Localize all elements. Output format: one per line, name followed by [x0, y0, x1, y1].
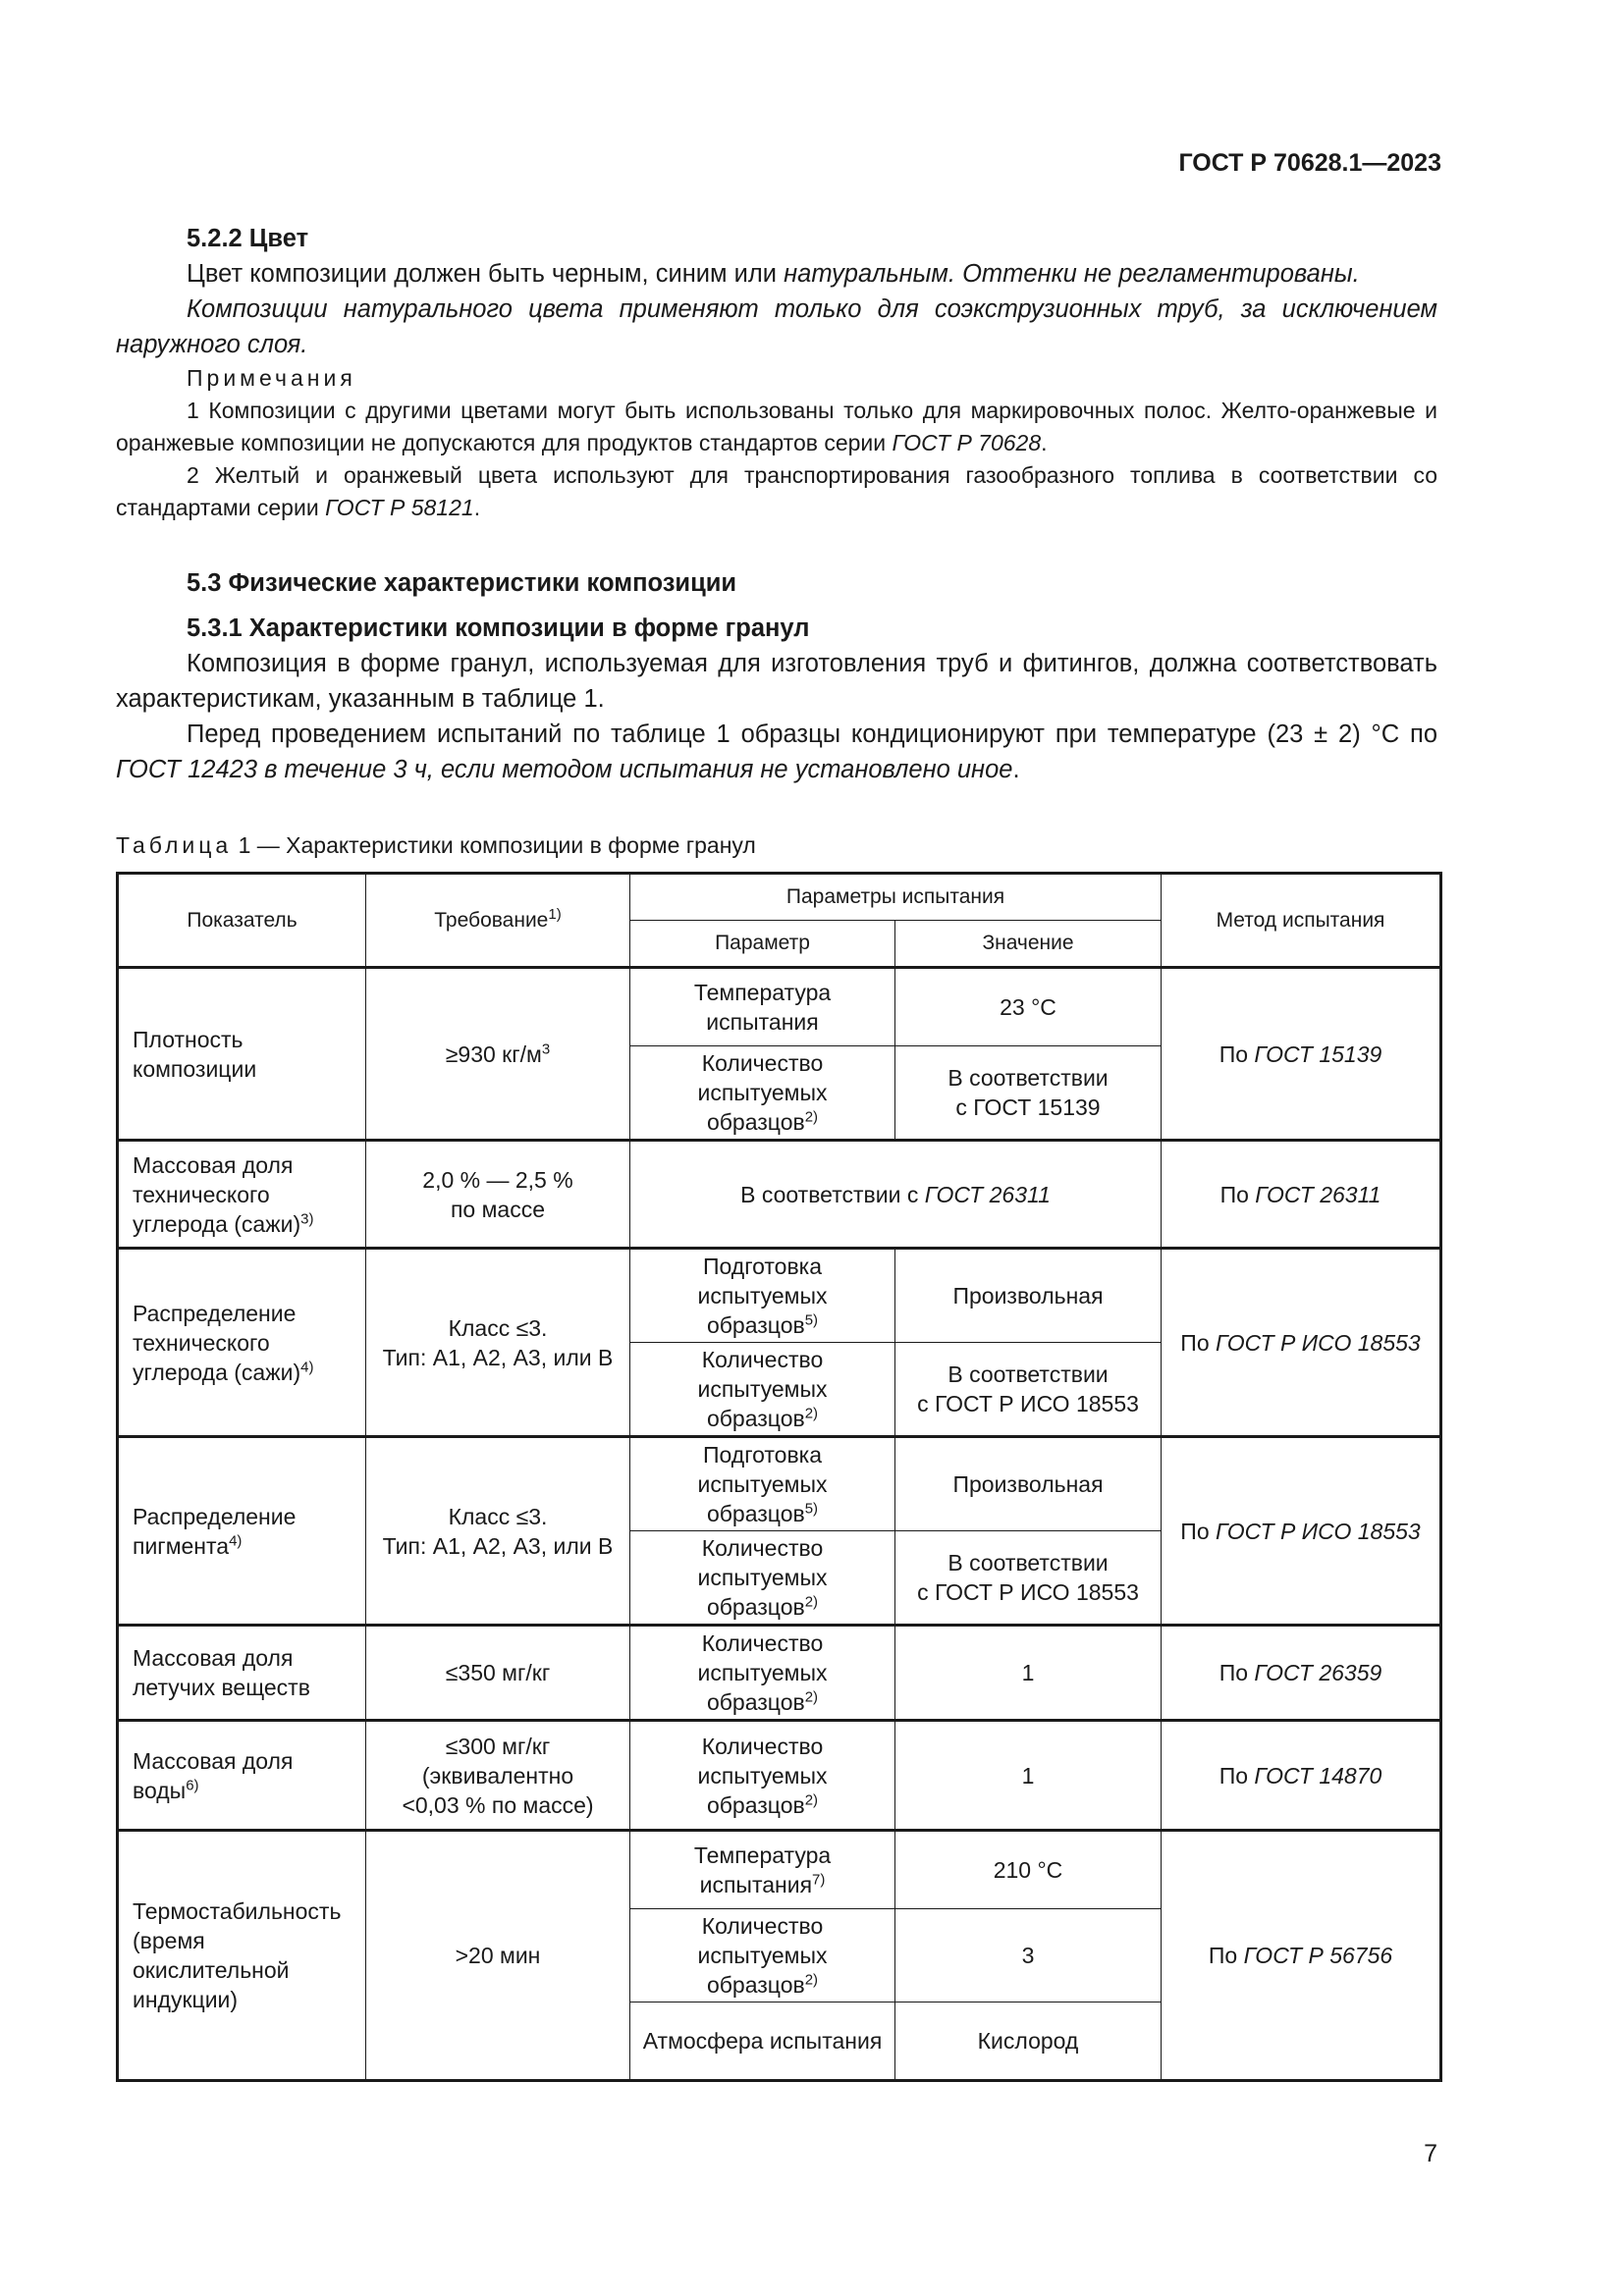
italic-run: ГОСТ Р 56756	[1243, 1943, 1393, 1968]
notes-label: Примечания	[187, 365, 356, 391]
footnote-ref: 7)	[812, 1871, 826, 1889]
cell-value	[895, 1046, 1162, 1141]
text-run: Класс ≤3.	[448, 1314, 548, 1341]
footnote-ref: 4)	[300, 1358, 314, 1375]
text-run: Количество испытуемых образцов	[697, 1347, 828, 1431]
heading-5-3: 5.3 Физические характеристики композиции	[187, 569, 737, 597]
italic-run: натуральным. Оттенки не регламентированы.	[784, 260, 1360, 288]
cell-param	[630, 1046, 895, 1141]
text-run: По	[1219, 1181, 1256, 1207]
cell-indicator: Плотность композиции	[118, 968, 366, 1141]
text-run: с ГОСТ Р ИСО 18553	[917, 1391, 1139, 1416]
italic-run: ГОСТ Р 70628	[892, 430, 1042, 455]
text-run: .	[473, 495, 481, 520]
text-run: 2,0 % — 2,5 %	[422, 1166, 573, 1193]
cell-method	[1162, 1626, 1441, 1721]
text-run: По	[1218, 1762, 1255, 1789]
cell-method	[1162, 1721, 1441, 1831]
cell-param	[630, 1831, 895, 1909]
text-run: 2 Желтый и оранжевый цвета используют для транспортирования газообразного топлива в соответствии со стандартами серии	[116, 462, 1437, 520]
text-run: Количество испытуемых образцов	[697, 1913, 828, 1998]
italic-run: ГОСТ 26311	[1255, 1181, 1381, 1207]
cell-value: Произвольная	[895, 1249, 1162, 1343]
footnote-ref: 2)	[804, 1108, 819, 1126]
italic-run: ГОСТ Р ИСО 18553	[1216, 1518, 1421, 1544]
text-run: с ГОСТ Р ИСО 18553	[917, 1579, 1139, 1605]
footnote-ref: 5)	[804, 1311, 819, 1329]
cell-method	[1162, 1437, 1441, 1626]
text-run: По	[1180, 1329, 1217, 1356]
text-run: По	[1218, 1660, 1255, 1685]
header-requirement	[366, 874, 630, 968]
cell-requirement	[366, 968, 630, 1141]
cell-method	[1162, 1141, 1441, 1249]
text-run: В соответствии	[947, 1065, 1109, 1091]
cell-value: 1	[895, 1721, 1162, 1831]
text-run: Распределение пигмента	[133, 1503, 297, 1559]
cell-indicator	[118, 1437, 366, 1626]
footnote-ref: 2)	[804, 1593, 819, 1611]
note-1	[116, 395, 1437, 459]
text-run: Количество испытуемых образцов	[697, 1050, 828, 1135]
heading-5-2-2: 5.2.2 Цвет	[187, 225, 309, 252]
body-text	[116, 221, 1437, 787]
cell-requirement	[366, 1437, 630, 1626]
cell-indicator	[118, 1721, 366, 1831]
cell-method	[1162, 968, 1441, 1141]
text-run: Цвет композиции должен быть черным, синим или	[187, 260, 785, 288]
cell-value: 23 °С	[895, 968, 1162, 1046]
cell-method	[1162, 1831, 1441, 2081]
cell-param: Атмосфера испытания	[630, 2002, 895, 2081]
characteristics-table	[116, 872, 1442, 2082]
cell-value: 210 °С	[895, 1831, 1162, 1909]
text-run: по массе	[450, 1196, 546, 1222]
text-run: Массовая доля технического углерода (сажи)	[133, 1151, 301, 1237]
text-run: Температура испытания	[693, 1842, 832, 1897]
paragraph-granules: Композиция в форме гранул, используемая для изготовления труб и фитингов, должна соответствовать характеристикам, указанным в таблице 1.	[116, 650, 1437, 713]
cell-indicator	[118, 1141, 366, 1249]
cell-param	[630, 1343, 895, 1437]
cell-param: Температура испытания	[630, 968, 895, 1046]
cell-param	[630, 1531, 895, 1626]
footnote-ref: 3)	[300, 1209, 314, 1227]
italic-run: ГОСТ 12423 в течение 3 ч, если методом испытания не установлено иное	[116, 756, 1013, 783]
header-method: Метод испытания	[1162, 874, 1441, 968]
text-run: Требование	[434, 908, 549, 932]
cell-value: 3	[895, 1909, 1162, 2002]
footnote-ref: 2)	[804, 1971, 819, 1989]
cell-method	[1162, 1249, 1441, 1437]
text-run: Подготовка испытуемых образцов	[697, 1254, 828, 1338]
cell-params-merged	[630, 1141, 1162, 1249]
cell-indicator	[118, 1249, 366, 1437]
text-run: <0,03 % по массе)	[402, 1791, 594, 1818]
cell-value	[895, 1531, 1162, 1626]
italic-run: Композиции натурального цвета применяют только для соэкструзионных труб, за исключением наружного слоя.	[116, 295, 1437, 358]
cell-indicator: Массовая доля летучих веществ	[118, 1626, 366, 1721]
text-run: Перед проведением испытаний по таблице 1 образцы кондиционируют при температуре (23 ± 2) °С по	[187, 721, 1437, 748]
cell-param	[630, 1249, 895, 1343]
text-run: По	[1208, 1943, 1244, 1968]
cell-requirement: >20 мин	[366, 1831, 630, 2081]
text-run: Количество испытуемых образцов	[697, 1535, 828, 1620]
text-run: .	[1012, 756, 1020, 783]
header-value: Значение	[895, 921, 1162, 968]
text-run: Распределение технического углерода (сажи)	[133, 1300, 301, 1385]
italic-run: ГОСТ 14870	[1254, 1762, 1382, 1789]
cell-param	[630, 1437, 895, 1531]
heading-5-3-1: 5.3.1 Характеристики композиции в форме гранул	[187, 614, 810, 642]
cell-value: Произвольная	[895, 1437, 1162, 1531]
cell-requirement: ≤350 мг/кг	[366, 1626, 630, 1721]
text-run: 1 Композиции с другими цветами могут быть использованы только для маркировочных полос. Желто-оранжевые и оранжевые композиции не допускаются для продуктов стандартов серии	[116, 398, 1437, 455]
text-run: Подготовка испытуемых образцов	[697, 1442, 828, 1526]
cell-requirement	[366, 1141, 630, 1249]
text-run: По	[1218, 1041, 1255, 1067]
text-run: Тип: А1, А2, А3, или В	[382, 1344, 614, 1370]
cell-value: Кислород	[895, 2002, 1162, 2081]
text-run: Массовая доля воды	[133, 1747, 294, 1803]
header-test-params: Параметры испытания	[630, 874, 1162, 921]
paragraph-conditioning	[116, 717, 1437, 787]
cell-requirement	[366, 1721, 630, 1831]
text-run: (эквивалентно	[421, 1762, 574, 1789]
text-run: ≥930 кг/м	[445, 1041, 542, 1067]
header-param: Параметр	[630, 921, 895, 968]
italic-run: ГОСТ 26359	[1254, 1660, 1382, 1685]
text-run: с ГОСТ 15139	[955, 1095, 1101, 1120]
paragraph-color	[116, 256, 1437, 292]
document-header: ГОСТ Р 70628.1—2023	[1178, 149, 1441, 177]
footnote-ref: 5)	[804, 1500, 819, 1518]
cell-requirement	[366, 1249, 630, 1437]
cell-indicator: Термостабильность (время окислительной индукции)	[118, 1831, 366, 2081]
italic-run: ГОСТ 15139	[1254, 1041, 1382, 1067]
text-run: .	[1041, 430, 1048, 455]
text-run: Количество испытуемых образцов	[697, 1733, 828, 1818]
text-run: В соответствии с	[740, 1181, 925, 1207]
text-run: Класс ≤3.	[448, 1503, 548, 1529]
cell-param	[630, 1909, 895, 2002]
cell-param	[630, 1721, 895, 1831]
italic-run: ГОСТ 26311	[924, 1181, 1051, 1207]
cell-value: 1	[895, 1626, 1162, 1721]
text-run: В соответствии	[947, 1362, 1109, 1387]
text-run: В соответствии	[947, 1550, 1109, 1575]
footnote-ref: 2)	[804, 1688, 819, 1706]
italic-run: ГОСТ Р ИСО 18553	[1216, 1329, 1421, 1356]
footnote-ref: 4)	[229, 1531, 243, 1549]
text-run: ≤300 мг/кг	[445, 1733, 551, 1759]
text-run: По	[1180, 1518, 1217, 1544]
italic-run: ГОСТ Р 58121	[325, 495, 474, 520]
caption-label: Таблица	[116, 832, 233, 858]
paragraph-natural-color	[116, 292, 1437, 362]
footnote-ref: 6)	[186, 1776, 199, 1793]
footnote-ref: 2)	[804, 1405, 819, 1422]
footnote-ref: 1)	[548, 905, 562, 923]
text-run: Количество испытуемых образцов	[697, 1630, 828, 1715]
superscript: 3	[541, 1040, 551, 1057]
text-run: Тип: А1, А2, А3, или В	[382, 1532, 614, 1559]
caption-text: 1 — Характеристики композиции в форме гранул	[238, 832, 756, 858]
table-caption	[116, 832, 756, 859]
footnote-ref: 2)	[804, 1790, 819, 1808]
cell-value	[895, 1343, 1162, 1437]
page-number: 7	[1424, 2140, 1437, 2167]
note-2	[116, 459, 1437, 524]
header-indicator: Показатель	[118, 874, 366, 968]
cell-param	[630, 1626, 895, 1721]
